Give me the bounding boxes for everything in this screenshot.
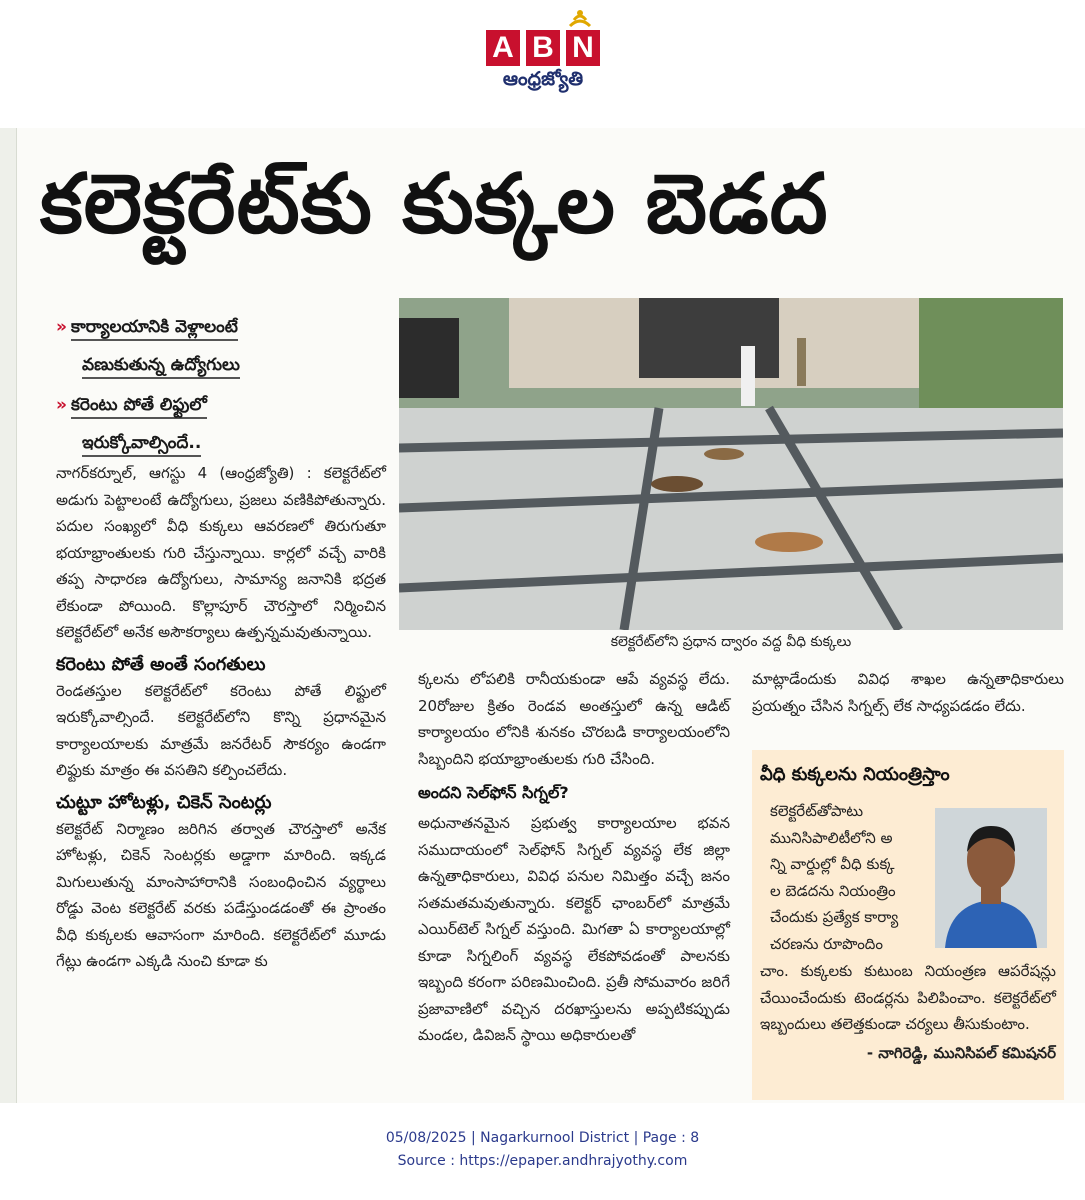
article-paragraph: రెండతస్తుల కలెక్టరేట్‌లో కరెంటు పోతే లిఫ్టులో ఇరుక్కోవాల్సిందే. కలెక్టరేట్‌లోని కొన్ని ప్రధానమైన కార్యాలయాలకు మాత్రమే జనరేటర్‌ సౌకర్యం ఉండగా లిఫ్టుకు మాత్రం ఈ వసతిని కల్పించలేదు. [56,681,386,779]
collectorate-photo [399,298,1063,630]
box-line: చేందుకు ప్రత్యేక కార్యా [770,908,899,926]
subheading: కరెంటు పోతే అంతే సంగతులు [56,653,266,675]
column-3 [752,666,1064,719]
article-paragraph: క్కలను లోపలికి రానీయకుండా ఆపే వ్యవస్థ లేదు. 20రోజుల క్రితం రెండవ అంతస్తులో ఉన్న ఆడిట్‌ కార్యాలయం లోనికి శునకం చొరబడి కార్యాలయంలోని సిబ్బందిని భయాభ్రాంతులకు గురి చేసింది. [418,670,730,768]
logo-letter-n: N [566,30,600,66]
headline: కలెక్టరేట్‌కు కుక్కల బెడద [40,157,829,252]
photo-caption: కలెక్టరేట్‌లోని ప్రధాన ద్వారం వద్ద వీధి కుక్కలు [610,634,852,650]
box-line: న్ని వార్డుల్లో వీధి కుక్క [770,855,895,873]
bullet-1: » కార్యాలయానికి వెళ్లాలంటే [56,312,386,342]
column-2 [418,666,730,1049]
person-icon [935,808,1047,948]
clipping-left-edge [0,128,17,1103]
box-line: మునిసిపాలిటీలోని అ [770,828,893,847]
double-arrow-icon: » [56,395,67,415]
bullet-1-cont: వణుకుతున్న ఉద్యోగులు [56,350,386,380]
bullet-block [56,312,386,458]
double-arrow-icon: » [56,317,67,337]
box-text-wide [760,958,1056,1066]
photo-illustration [399,298,1063,630]
subheading: చుట్టూ హోటళ్లు, చికెన్‌ సెంటర్లు [56,791,272,813]
article-paragraph: అధునాతనమైన ప్రభుత్వ కార్యాలయాల భవన సముదాయంలో సెల్‌ఫోన్‌ సిగ్నల్‌ వ్యవస్థ లేక జిల్లా ఉన్నతాధికారులు, వివిధ పనుల నిమిత్తం వచ్చే జనం సతమతమవుతున్నారు. కలెక్టర్‌ ఛాంబర్‌లో మాత్రమే ఎయిర్‌టెల్‌ సిగ్నల్‌ వస్తుంది. మిగతా ఏ కార్యాలయాల్లో కూడా సిగ్నలింగ్‌ వ్యవస్థ లేకపోవడంతో పాలనకు ఇబ్బంది కరంగా పరిణమించింది. ప్రతీ సోమవారం జరిగే ప్రజావాణిలో వచ్చిన దరఖాస్తులను అప్పటికప్పుడు మండల, డివిజన్‌ స్థాయి అధికారులతో [418,814,730,1044]
footer-source-link[interactable]: Source : https://epaper.andhrajyothy.com [397,1153,688,1169]
subheading: అందని సెల్‌ఫోన్‌ సిగ్నల్‌? [418,783,569,802]
commissioner-photo [935,808,1047,948]
bullet-2-cont: ఇరుక్కోవాల్సిందే.. [56,428,386,458]
box-line: ల బెడదను నియంత్రిం [770,881,896,900]
article-paragraph: నాగర్‌కర్నూల్‌, ఆగస్టు 4 (ఆంధ్రజ్యోతి) : కలెక్టరేట్‌లో అడుగు పెట్టాలంటే ఉద్యోగులు, ప్రజలు వణికిపోతున్నారు. పదుల సంఖ్యలో వీధి కుక్కలు ఆవరణలో తిరుగుతూ భయాభ్రాంతులకు గురి చేస్తున్నాయి. కార్లలో వచ్చే వారికి తప్ప సాధారణ ఉద్యోగులు, సామాన్య జనానికి భద్రత లేకుండా పోయింది. కొల్లాపూర్‌ చౌరస్తాలో నిర్మించిన కలెక్టరేట్‌లో అనేక అసౌకర్యాలు ఉత్పన్నమవుతున్నాయి. [56,464,386,641]
steam-cup-icon [566,8,594,30]
logo-letter-b: B [526,30,560,66]
box-line: చరణను రూపొందిం [770,934,883,953]
article-paragraph: మాట్లాడేందుకు వివిధ శాఖల ఉన్నతాధికారులు ప్రయత్నం చేసిన సిగ్నల్స్‌ లేక సాధ్యపడడం లేదు. [752,670,1064,715]
box-text-narrow [770,798,930,957]
abn-logo [484,6,602,98]
logo-subtitle: ఆంధ్రజ్యోతి [502,68,584,90]
box-line: కలెక్టరేట్‌తోపాటు [770,802,864,820]
box-paragraph: చాం. కుక్కలకు కుటుంబ నియంత్రణ ఆపరేషన్లు చేయించేందుకు టెండర్లను పిలిపించాం. కలెక్టరేట్‌లో ఇబ్బందులు తలెత్తకుండా చర్యలు తీసుకుంటాం. [760,962,1056,1033]
bullet-2: » కరెంటు పోతే లిఫ్టులో [56,390,386,420]
footer-date-page: 05/08/2025 | Nagarkurnool District | Page : 8 [385,1130,700,1146]
logo-letter-a: A [486,30,520,66]
box-title: వీధి కుక్కలను నియంత్రిస్తాం [760,764,950,785]
box-signature: - నాగిరెడ్డి, మునిసిపల్‌ కమిషనర్‌ [866,1043,1056,1062]
article-paragraph: కలెక్టరేట్‌ నిర్మాణం జరిగిన తర్వాత చౌరస్తాలో అనేక హోటళ్లు, చికెన్‌ సెంటర్లకు అడ్డాగా మారింది. ఇక్కడ మిగులుతున్న మాంసాహారానికి సంబంధించిన వ్యర్థాలు రోడ్డు వెంట కలెక్టరేట్‌ వరకు పడేస్తుండడంతో ఈ ప్రాంతం వీధి కుక్కలకు ఆవాసంగా మారింది. కలెక్టరేట్‌లో మూడు గేట్లు ఉండగా ఎక్కడి నుంచి కూడా కు [56,819,386,970]
column-1 [56,460,386,975]
